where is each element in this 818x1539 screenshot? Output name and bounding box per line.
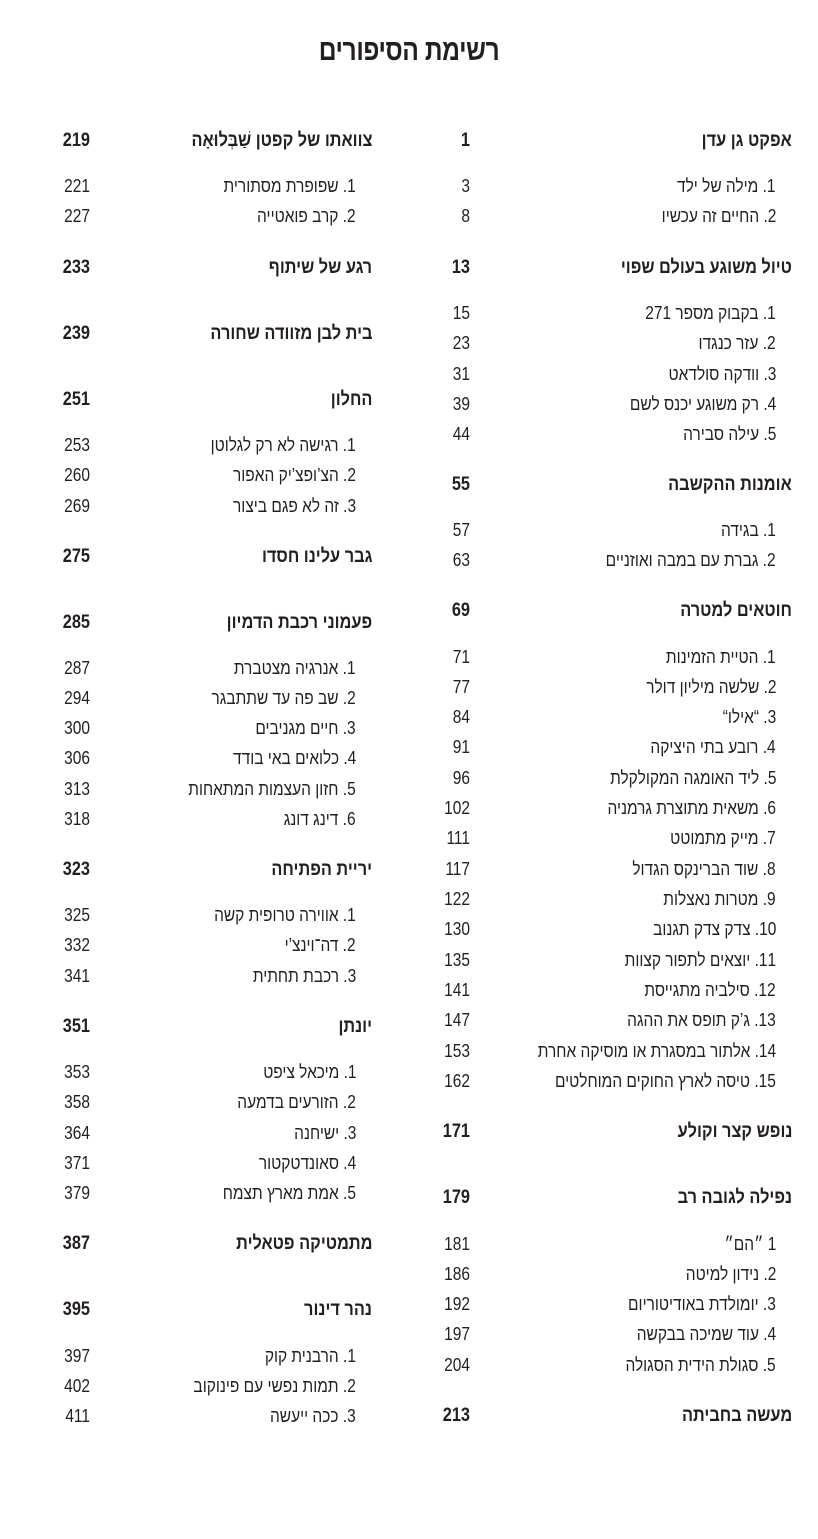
chapter-title: 2. תמות נפשי עם פינוקוב xyxy=(193,1376,356,1396)
story-title: יונתן xyxy=(338,1016,372,1037)
chapter-title: 4. סאונדטקטור xyxy=(258,1153,356,1173)
toc-chapter-entry xyxy=(430,1322,792,1346)
chapter-title: 6. משאית מתוצרת גרמניה xyxy=(607,798,776,818)
toc-chapter-entry xyxy=(430,1292,792,1316)
chapter-title: 1. בגידה xyxy=(721,520,776,540)
toc-chapter-entry xyxy=(430,857,792,881)
page-number: 130 xyxy=(444,919,470,939)
page-number: 275 xyxy=(62,546,90,567)
page-number: 135 xyxy=(444,950,470,970)
toc-story-entry xyxy=(430,1404,792,1428)
chapter-title: 2. נידון למיטה xyxy=(685,1264,776,1284)
page-number: 353 xyxy=(64,1062,90,1082)
page-number: 351 xyxy=(62,1016,90,1037)
story-title: מעשה בחביתה xyxy=(681,1405,792,1426)
page-number: 39 xyxy=(452,394,470,414)
chapter-title: 4. רק משוגע יכנס לשם xyxy=(629,394,776,414)
story-title: מתמטיקה פטאלית xyxy=(235,1233,372,1254)
toc-story-entry xyxy=(50,388,372,412)
page-number: 171 xyxy=(442,1121,470,1142)
page-number: 233 xyxy=(62,257,90,278)
page-number: 69 xyxy=(451,600,470,621)
toc-story-entry xyxy=(430,1120,792,1144)
chapter-title: 5. אמת מארץ תצמח xyxy=(222,1183,356,1203)
chapter-title: 3. יומולדת באודיטוריום xyxy=(628,1294,776,1314)
chapter-title: 5. סגולת הידית הסגולה xyxy=(625,1355,776,1375)
page-number: 63 xyxy=(452,550,470,570)
toc-chapter-entry xyxy=(430,766,792,790)
page-number: 323 xyxy=(62,859,90,880)
toc-chapter-entry xyxy=(430,796,792,820)
page-number: 379 xyxy=(64,1183,90,1203)
page-number: 55 xyxy=(451,474,470,495)
toc-chapter-entry xyxy=(50,174,372,198)
page-number: 402 xyxy=(64,1376,90,1396)
toc-chapter-entry xyxy=(430,301,792,325)
page-number: 285 xyxy=(62,612,90,633)
toc-chapter-entry xyxy=(430,1069,792,1093)
page-number: 84 xyxy=(452,707,470,727)
toc-chapter-entry xyxy=(50,1060,372,1084)
chapter-title: 2. דה־וינצ’י xyxy=(284,935,356,955)
page-number: 239 xyxy=(62,323,90,344)
page-number: 371 xyxy=(64,1153,90,1173)
toc-chapter-entry xyxy=(50,1374,372,1398)
page-number: 227 xyxy=(64,206,90,226)
page-number: 31 xyxy=(452,364,470,384)
page-number: 1 xyxy=(460,130,470,151)
page-number: 102 xyxy=(444,798,470,818)
chapter-title: 11. יוצאים לתפור קצוות xyxy=(624,950,776,970)
chapter-title: 1. מיכאל ציפט xyxy=(262,1062,356,1082)
toc-chapter-entry xyxy=(50,204,372,228)
toc-chapter-entry xyxy=(430,362,792,386)
toc-chapter-entry xyxy=(430,1353,792,1377)
toc-chapter-entry xyxy=(50,933,372,957)
page-number: 192 xyxy=(444,1294,470,1314)
story-title: נהר דינור xyxy=(304,1299,372,1320)
toc-chapter-entry xyxy=(50,903,372,927)
page-number: 204 xyxy=(444,1355,470,1375)
page-number: 111 xyxy=(446,828,470,848)
page-number: 294 xyxy=(64,688,90,708)
toc-chapter-entry xyxy=(50,1344,372,1368)
page-number: 318 xyxy=(64,809,90,829)
page-number: 260 xyxy=(64,465,90,485)
toc-story-entry xyxy=(430,599,792,623)
chapter-title: 3. זה לא פגם ביצור xyxy=(232,496,356,516)
toc-story-entry xyxy=(50,1298,372,1322)
chapter-title: 2. שלשה מיליון דולר xyxy=(645,677,776,697)
toc-chapter-entry xyxy=(50,777,372,801)
chapter-title: 1. מילה של ילד xyxy=(677,176,776,196)
toc-chapter-entry xyxy=(430,1232,792,1256)
toc-chapter-entry xyxy=(50,1121,372,1145)
chapter-title: 3. רכבת תחתית xyxy=(252,966,356,986)
story-title: רגע של שיתוף xyxy=(268,257,372,278)
page-number: 23 xyxy=(452,333,470,353)
toc-story-entry xyxy=(430,473,792,497)
page-number: 141 xyxy=(444,980,470,1000)
page-number: 8 xyxy=(461,206,470,226)
chapter-title: 1. הרבנית קוק xyxy=(264,1346,356,1366)
toc-chapter-entry xyxy=(50,807,372,831)
page-number: 122 xyxy=(444,889,470,909)
toc-chapter-entry xyxy=(50,716,372,740)
page-number: 269 xyxy=(64,496,90,516)
toc-story-entry xyxy=(50,1015,372,1039)
toc-chapter-entry xyxy=(430,422,792,446)
toc-chapter-entry xyxy=(430,392,792,416)
chapter-title: 2. קרב פואטייה xyxy=(257,206,356,226)
toc-chapter-entry xyxy=(430,675,792,699)
page-number: 57 xyxy=(452,520,470,540)
page-number: 332 xyxy=(64,935,90,955)
page-number: 179 xyxy=(442,1187,470,1208)
page-number: 162 xyxy=(444,1071,470,1091)
chapter-title: 15. טיסה לארץ החוקים המוחלטים xyxy=(555,1071,776,1091)
chapter-title: 3. “אילו“ xyxy=(722,707,776,727)
page-number: 221 xyxy=(64,176,90,196)
toc-column-right xyxy=(430,0,792,1539)
chapter-title: 5. חזון העצמות המתאחות xyxy=(188,779,356,799)
story-title: חוטאים למטרה xyxy=(680,600,792,621)
story-title: החלון xyxy=(330,389,372,410)
page-number: 15 xyxy=(452,303,470,323)
chapter-title: 8. שוד הברינקס הגדול xyxy=(632,859,776,879)
chapter-title: 4. רובע בתי היציקה xyxy=(650,737,776,757)
toc-chapter-entry xyxy=(430,331,792,355)
toc-chapter-entry xyxy=(430,705,792,729)
chapter-title: 5. ליד האומגה המקולקלת xyxy=(609,768,776,788)
toc-chapter-entry xyxy=(430,917,792,941)
page-number: 395 xyxy=(62,1299,90,1320)
page-number: 358 xyxy=(64,1092,90,1112)
chapter-title: 5. עילה סבירה xyxy=(682,424,776,444)
chapter-title: 3. ככה ייעשה xyxy=(270,1406,356,1426)
toc-chapter-entry xyxy=(50,746,372,770)
chapter-title: 1. אווירה טרופית קשה xyxy=(214,905,356,925)
page-number: 387 xyxy=(62,1233,90,1254)
toc-chapter-entry xyxy=(430,978,792,1002)
toc-story-entry xyxy=(430,1186,792,1210)
story-title: בית לבן מזוודה שחורה xyxy=(209,323,372,344)
story-title: פעמוני רכבת הדמיון xyxy=(226,612,372,633)
page-number: 77 xyxy=(452,677,470,697)
toc-chapter-entry xyxy=(50,1090,372,1114)
chapter-title: 6. דינג דונג xyxy=(284,809,356,829)
story-title: צוואתו של קפטן שַׁבְּלוּאָה xyxy=(190,130,372,151)
chapter-title: 4. עוד שמיכה בבקשה xyxy=(636,1324,776,1344)
toc-chapter-entry xyxy=(50,463,372,487)
chapter-title: 1. בקבוק מספר 271 xyxy=(645,303,776,323)
toc-chapter-entry xyxy=(430,204,792,228)
toc-chapter-entry xyxy=(50,656,372,680)
chapter-title: 1. רגישה לא רק לגלוטן xyxy=(210,435,356,455)
page-number: 96 xyxy=(452,768,470,788)
toc-chapter-entry xyxy=(50,686,372,710)
chapter-title: 12. סילביה מתגייסת xyxy=(644,980,776,1000)
chapter-title: 3. חיים מגניבים xyxy=(255,718,356,738)
page-number: 253 xyxy=(64,435,90,455)
page-number: 219 xyxy=(62,130,90,151)
chapter-title: 14. אלתור במסגרת או מוסיקה אחרת xyxy=(537,1041,776,1061)
chapter-title: 3. ישיחנה xyxy=(293,1123,356,1143)
page-number: 71 xyxy=(452,647,470,667)
toc-chapter-entry xyxy=(50,1151,372,1175)
toc-chapter-entry xyxy=(430,887,792,911)
page-title: רשימת הסיפורים xyxy=(318,34,500,68)
chapter-title: 2. הצ’ופצ’יק האפור xyxy=(233,465,356,485)
toc-chapter-entry xyxy=(50,1404,372,1428)
story-title: טיול משוגע בעולם שפוי xyxy=(620,257,792,278)
story-title: יריית הפתיחה xyxy=(271,859,372,880)
story-title: נפילה לגובה רב xyxy=(677,1187,792,1208)
chapter-title: 2. הזורעים בדמעה xyxy=(237,1092,356,1112)
chapter-title: 7. מייק מתמוטט xyxy=(670,828,776,848)
toc-story-entry xyxy=(50,1232,372,1256)
toc-chapter-entry xyxy=(430,548,792,572)
page-number: 186 xyxy=(444,1264,470,1284)
toc-chapter-entry xyxy=(430,1039,792,1063)
page-number: 313 xyxy=(64,779,90,799)
chapter-title: 2. גברת עם במבה ואוזניים xyxy=(606,550,776,570)
toc-chapter-entry xyxy=(430,645,792,669)
page-number: 44 xyxy=(452,424,470,444)
story-title: אומנות ההקשבה xyxy=(668,474,792,495)
toc-story-entry xyxy=(50,256,372,280)
page-number: 3 xyxy=(461,176,470,196)
page-number: 411 xyxy=(65,1406,90,1426)
page-number: 325 xyxy=(64,905,90,925)
toc-chapter-entry xyxy=(430,948,792,972)
story-title: נופש קצר וקולע xyxy=(677,1121,792,1142)
page-number: 147 xyxy=(444,1010,470,1030)
page-number: 13 xyxy=(451,257,470,278)
page-number: 153 xyxy=(444,1041,470,1061)
toc-story-entry xyxy=(50,129,372,153)
toc-story-entry xyxy=(430,256,792,280)
page-number: 397 xyxy=(64,1346,90,1366)
chapter-title: 9. מטרות נאצלות xyxy=(663,889,776,909)
toc-story-entry xyxy=(430,129,792,153)
chapter-title: 2. החיים זה עכשיו xyxy=(661,206,776,226)
toc-chapter-entry xyxy=(430,1008,792,1032)
chapter-title: 13. ג’ק תופס את ההגה xyxy=(627,1010,776,1030)
story-title: גבר עלינו חסדו xyxy=(261,546,372,567)
story-title: אפקט גן עדן xyxy=(701,130,792,151)
page-number: 117 xyxy=(445,859,470,879)
page-number: 251 xyxy=(62,389,90,410)
page-number: 306 xyxy=(64,748,90,768)
page-number: 300 xyxy=(64,718,90,738)
page-number: 364 xyxy=(64,1123,90,1143)
toc-story-entry xyxy=(50,858,372,882)
toc-chapter-entry xyxy=(430,735,792,759)
chapter-title: 3. וודקה סולדאט xyxy=(668,364,776,384)
chapter-title: 1 ״הם״ xyxy=(724,1234,776,1254)
toc-chapter-entry xyxy=(430,826,792,850)
toc-story-entry xyxy=(50,545,372,569)
page-number: 213 xyxy=(442,1405,470,1426)
page-number: 341 xyxy=(64,966,90,986)
toc-chapter-entry xyxy=(430,1262,792,1286)
toc-chapter-entry xyxy=(430,518,792,542)
chapter-title: 1. אנרגיה מצטברת xyxy=(234,658,356,678)
page-number: 197 xyxy=(444,1324,470,1344)
chapter-title: 1. שפופרת מסתורית xyxy=(223,176,356,196)
toc-chapter-entry xyxy=(50,964,372,988)
toc-story-entry xyxy=(50,611,372,635)
chapter-title: 1. הטיית הזמינות xyxy=(666,647,776,667)
chapter-title: 4. כלואים באי בודד xyxy=(232,748,356,768)
toc-chapter-entry xyxy=(50,433,372,457)
toc-chapter-entry xyxy=(430,174,792,198)
page-number: 287 xyxy=(64,658,90,678)
toc-story-entry xyxy=(50,322,372,346)
page-number: 91 xyxy=(452,737,470,757)
toc-chapter-entry xyxy=(50,1181,372,1205)
chapter-title: 10. צדק צדק תגנוב xyxy=(652,919,776,939)
chapter-title: 2. עזר כנגדו xyxy=(698,333,776,353)
toc-column-left xyxy=(50,0,372,1539)
toc-chapter-entry xyxy=(50,494,372,518)
page-number: 181 xyxy=(444,1234,470,1254)
chapter-title: 2. שב פה עד שתתבגר xyxy=(211,688,356,708)
